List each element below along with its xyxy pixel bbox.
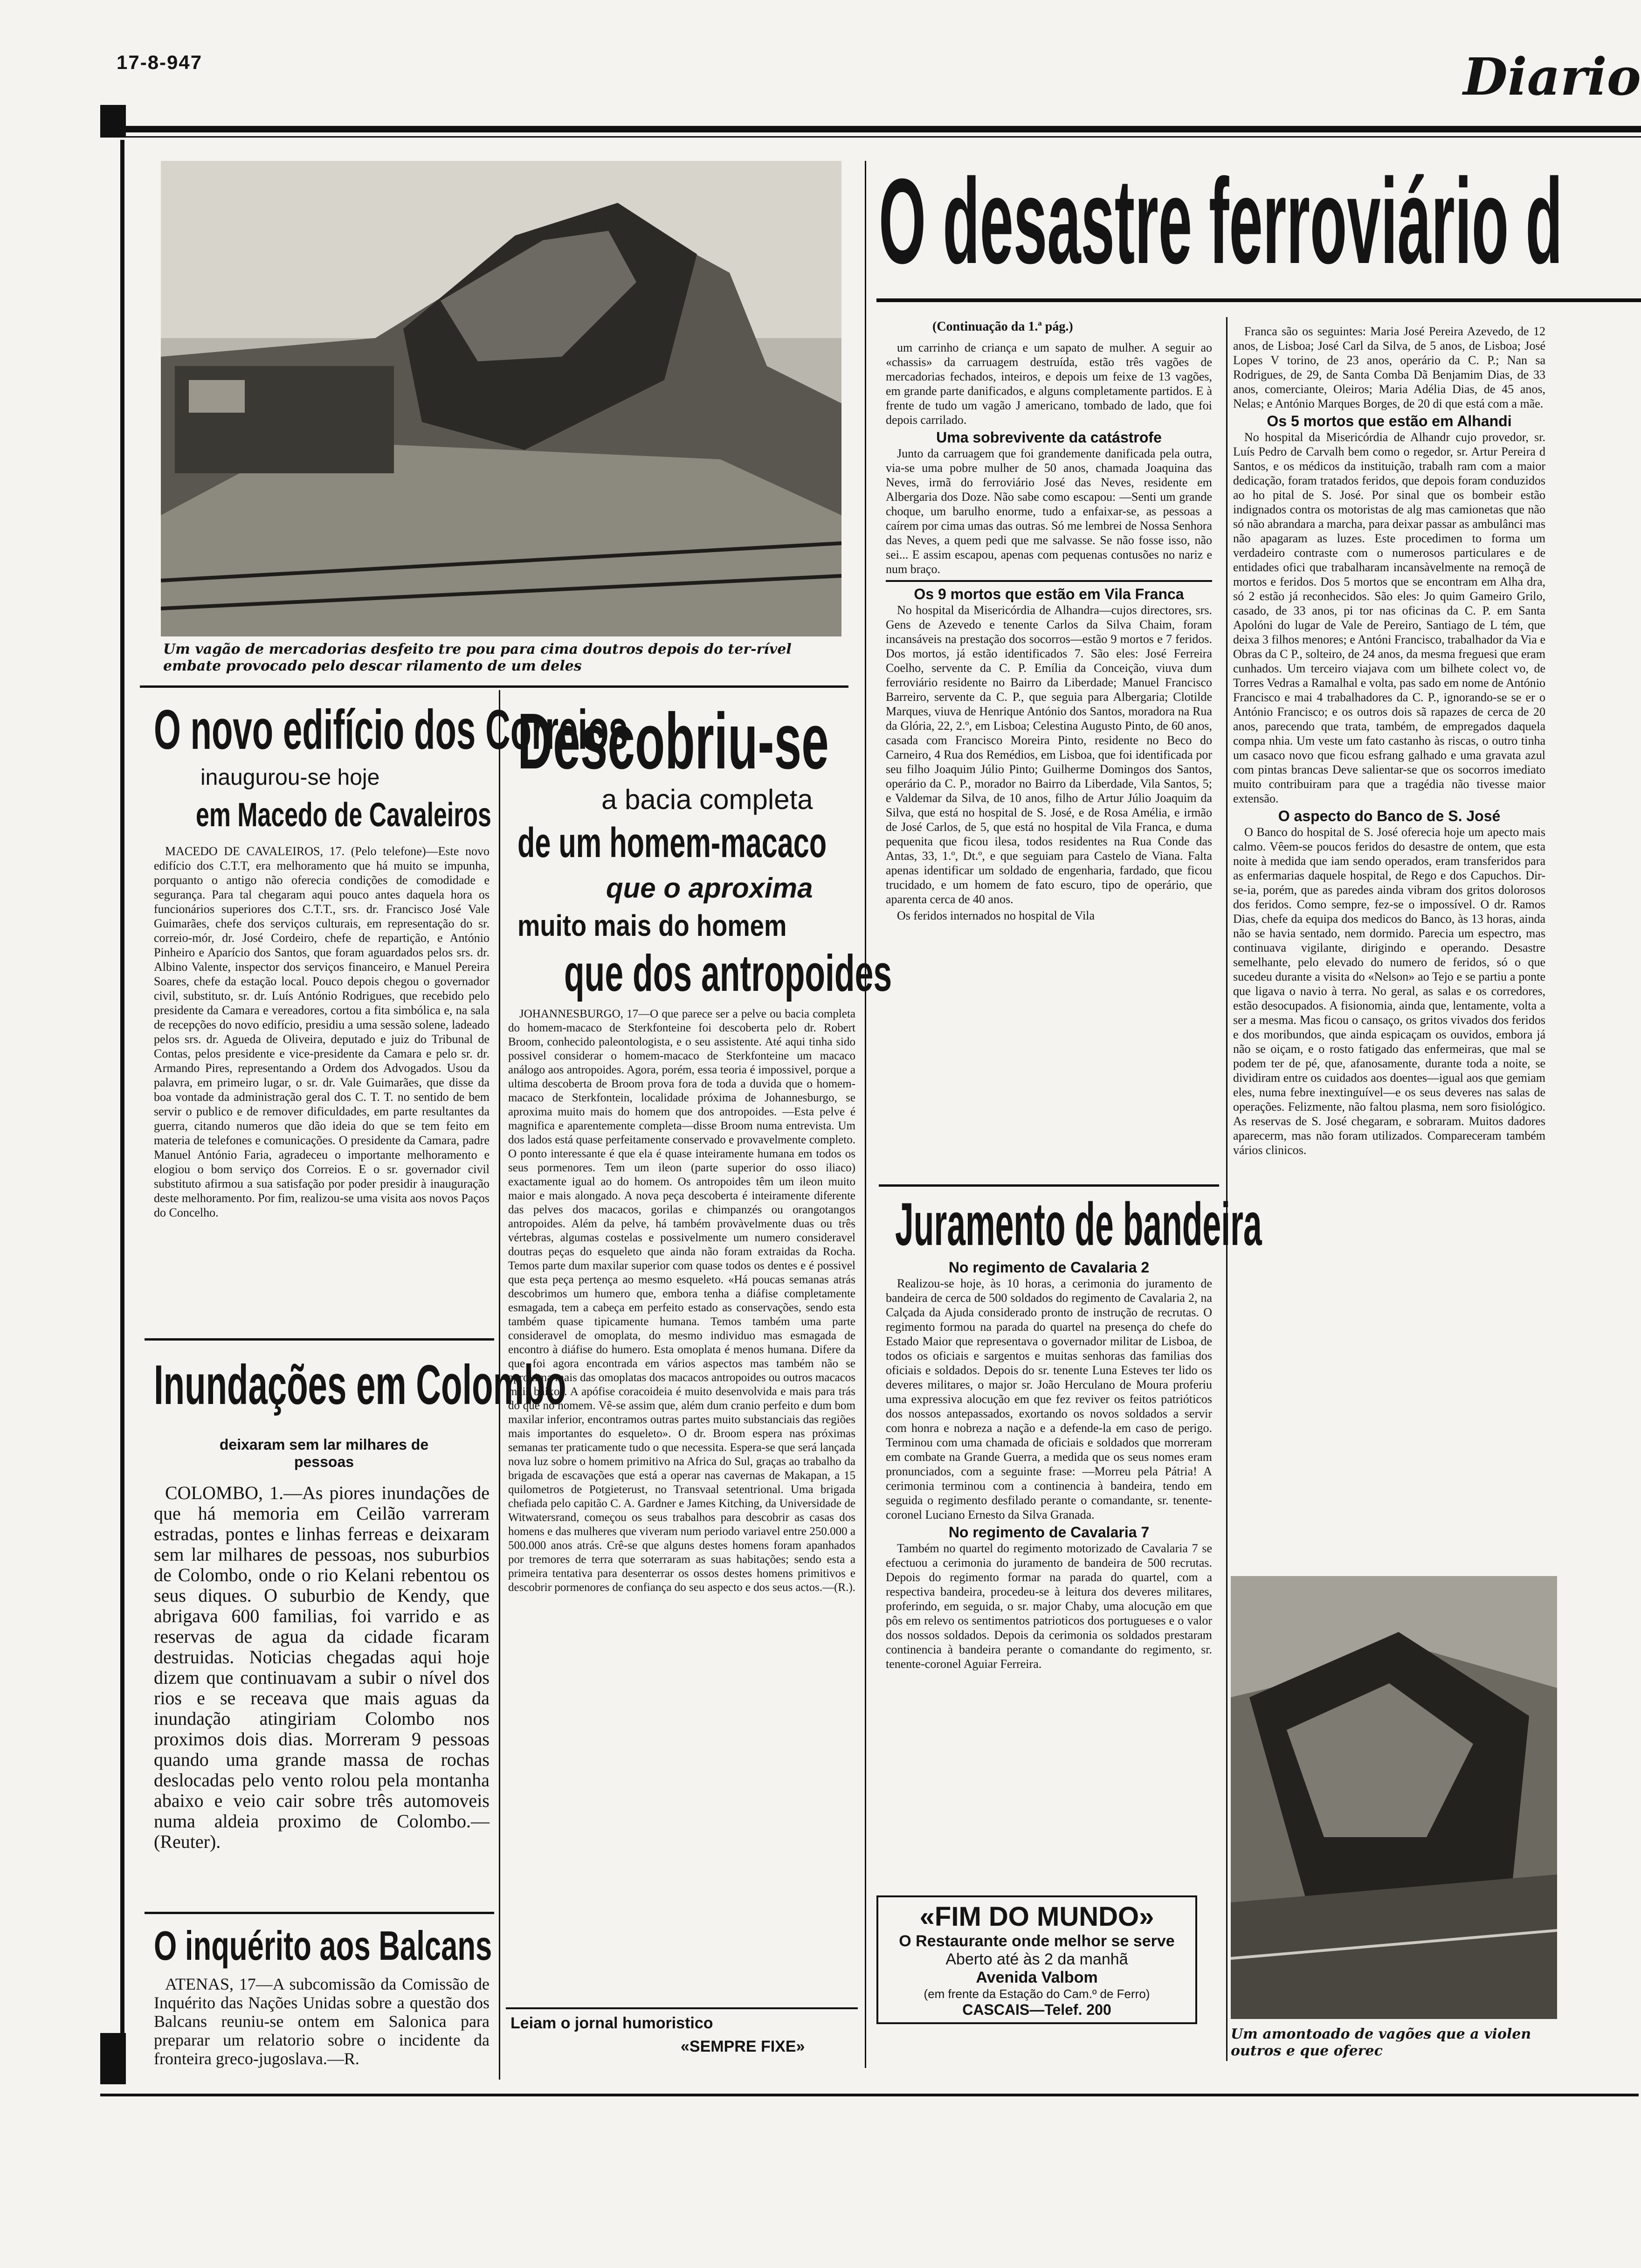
juramento-headline: Juramento de bandeira (895, 1190, 1262, 1258)
masthead-rule (100, 126, 1641, 132)
column-rule (865, 161, 866, 2068)
railway-headline: O desastre ferroviário d (879, 154, 1563, 289)
section-rule (879, 1184, 1219, 1187)
correios-paragraph: MACEDO DE CAVALEIROS, 17. (Pelo telefone)—Este novo edifício dos C.T.T, era melhoramento que há muito se impunha, porquanto o antigo não oferecia condições de comodidade e segurança. Para tal chegaram aqui pouco antes daquela hora os funcionários superiores dos C.T.T., srs. dr. Francisco José Vale Guimarães, chefe dos serviços culturais, em representação do sr. correio-mór, dr. José Cordeiro, chefe de repartição, e António Pinheiro e Aparício dos Santos, que foram aguardados pelos srs. dr. Albino Valente, inspector dos serviços financeiro, e Manuel Pereira Soares, chefe da estação local. Pouco depois chegou o governador civil, substituto, sr. dr. Luís António Rodrigues, que recebido pelo presidente da Camara e vereadores, cortou a fita simbólica e, na sala de recepções do novo edifício, presidiu a uma sessão solene, ladeado pelos srs. dr. Agueda de Oliveira, deputado e juiz do Tribunal de Contas, pelos presidente e vice-presidente da Camara e pelo sr. dr. Armando Pires, representando a Ordem dos Advogados. Usou da palavra, em primeiro lugar, o sr. dr. Vale Guimarães, que disse da boa vontade da administração geral dos C. T. T. no sentido de bem servir o publico e de remover dificuldades, em parte resultantes da guerra, citando numeros que dão ideia do que se tem feito em materia de telefones e comunicações. O presidente da Camara, padre Manuel António Faria, agradeceu o importante melhoramento e elogiou o bom serviço dos Correios. E o sr. governador civil substituto afirmou a sua satisfação por poder presidir à inauguração deste melhoramento. Por fim, realizou-se uma visita aos novos Paços do Concelho. (154, 844, 490, 1219)
railway-col2 (1233, 324, 1545, 1159)
left-margin-bar (120, 140, 124, 2061)
advert-line4: (em frente da Estação do Cam.º de Ferro) (924, 1987, 1150, 2001)
colombo-sub: deixaram sem lar milhares de pessoas (219, 1436, 429, 1470)
subhead-banco: O aspecto do Banco de S. José (1278, 808, 1501, 824)
advert-line1: O Restaurante onde melhor se serve (899, 1932, 1175, 1950)
subhead-alhandra: Os 5 mortos que estão em Alhandi (1267, 413, 1512, 429)
correios-sub1: inaugurou-se hoje (200, 765, 380, 790)
banco-text: O Banco do hospital de S. José oferecia hoje um apecto mais calmo. Vêem-se poucos feridos do desastre de ontem, que esta noite à medida que iam sendo operados, eram transferidos para as enfermarias daquele hospital, de Rego e dos Capuchos. Dir-se-ia, porém, que as paredes ainda vibram dos gritos dolorosos dos feridos. Como sempre, fez-se o impossível. O dr. Ramos Dias, chefe da equipa dos medicos do Banco, às 13 horas, ainda não se havia sentado, nem dormido. Parecia um espectro, mas continuava vigilante, dirigindo e operando. Desastre semelhante, pelo elevado do numero de feridos, só o que sucedeu durante a visita do «Nelson» ao Tejo e se partiu a ponte que ligava o navio à terra. No geral, as salas e os corredores, estão desocupados. A fisionomia, ainda que, lentamente, volta a ser a mesma. Mas ficou o cansaço, os gritos vivados dos feridos e dos moribundos, que ainda espicaçam os ouvidos, embora já não se oiçam, e o rosto fatigado das enfermeiras, que mal se podem ter de pé, que, afanosamente, durante toda a noite, se dividiram entre os cuidados aos doentes—igual aos que gemiam eles, numa febre inextinguível—e os seus deveres nas salas de operações. Felizmente, não faltou plasma, nem soro fisiológico. As reservas de S. José chegaram, e sobraram. Muitos dadores aparecerm, mas não foram utilizados. Compareceram também vários clinicos. (1233, 825, 1545, 1157)
sempre-fixe-line2: «SEMPRE FIXE» (681, 2038, 805, 2055)
cavalaria-7-text: Também no quartel do regimento motorizado de Cavalaria 7 se efectuou a cerimonia do juramento de bandeira de 500 recrutas. Depois do regimento formar na parada do quartel, com a respectiva bandeira, procedeu-se à leitura dos deveres militares, proferindo, em seguida, o sr. major Chaby, uma alocução em que pôs em relevo os sentimentos patrioticos dos portugueses e o valor dos nossos soldados. Depois da cerimonia os soldados prestaram continencia à bandeira perante o comandante do regimento, sr. tenente-coronel Aguiar Ferreira. (886, 1542, 1212, 1671)
wagon-pile-photo (1231, 1576, 1557, 2019)
colombo-headline: Inundações em Colombo (154, 1354, 566, 1416)
macaco-line5: que dos antropoides (564, 945, 892, 1002)
hospital-line: Os feridos internados no hospital de Vila (897, 909, 1095, 922)
headline-rule (876, 298, 1641, 302)
railway-intro: um carrinho de criança e um sapato de mulher. A seguir ao «chassis» da carruagem destruída, estão três vagões de mercadorias fechados, inteiros, e depois um feixe de 13 vagões, em grande parte danificados, e alguns completamente partidos. E à frente de tudo um vagão J americano, tombado de lado, que foi depois carrilado. (886, 341, 1212, 427)
macaco-text (508, 1007, 855, 1597)
colombo-paragraph: COLOMBO, 1.—As piores inundações de que há memoria em Ceilão varreram estradas, pontes e linhas ferreas e deixaram sem lar milhares de pessoas, nos suburbios de Colombo, onde o rio Kelani rebentou os seus diques. O suburbio de Kendy, que abrigava 600 familias, foi varrido e as reservas de agua da cidade ficaram destruidas. Noticias chegadas aqui hoje dizem que continuavam a subir o nível dos rios e se receava que mais aguas da inundação atingiriam Colombo nos proximos dois dias. Morreram 9 pessoas quando uma grande massa de rochas deslocadas pelo vento rolou pela montanha abaixo e veio cair sobre três automoveis numa aldeia proximo de Colombo.—(Reuter). (154, 1482, 490, 1852)
sempre-fixe-line1: Leiam o jornal humoristico (510, 2014, 713, 2032)
train-wreck-photo (161, 161, 841, 636)
vila-franca-text: No hospital da Misericórdia de Alhandra—cujos directores, srs. Gens de Azevedo e tenente Carlos da Silva Chaim, foram incansáveis na prestação dos socorros—estão 9 mortos e 7 feridos. Dos mortos, já estão identificados 7. São eles: José Ferreira Coelho, servente da C. P. Emília da Conceição, viuva dum ferroviário residente no Bairro da Liberdade; Manuel Francisco Barreiro, servente da C. P., que seguia para Albergaria; Clotilde Marques, viuva de Henrique António dos Santos, moradora na Rua da Glória, 22, 2.º, em Lisboa; Celestina Augusto Pinto, de 60 anos, casada com Francisco Moreira Pinto, residente no Beco do Carneiro, 4 Rua dos Remédios, em Lisboa, que foi identificada por seu filho Joaquim Júlio Pinto; Guilherme Domingos dos Santos, operário da C. P., morador no Bairro da Liberdade, Vila Santos, 5; e Valdemar da Silva, de 10 anos, filho de Artur Júlio Joaquim da Silva, que está no hospital de S. José, e de Rosa Amélia, e irmão de José Carlos, de 5, que está no hospital de Vila Franca, e duma pequenita que ficou ilesa, todos residentes na Rua Conde das Antas, 33, 1.º, Dt.º, e que seguiam para Castelo de Viana. Falta apenas identificar um soldado de engenharia, fardado, que ficou trucidado, e um homem de fato escuro, tipo de operário, que aparenta cerca de 40 anos. (886, 603, 1212, 906)
section-rule (506, 2007, 858, 2009)
subhead-vila-franca: Os 9 mortos que estão em Vila Franca (914, 586, 1184, 602)
subhead-cavalaria-7: No regimento de Cavalaria 7 (948, 1524, 1150, 1541)
photo-caption-2: Um amontoado de vagões que a violen outros e que oferec (1231, 2026, 1531, 2059)
page-date: 17-8-947 (117, 51, 203, 73)
corner-mark-top (100, 105, 126, 138)
subhead-cavalaria-2: No regimento de Cavalaria 2 (948, 1259, 1150, 1276)
photo-caption-1: Um vagão de mercadorias desfeito tre pou para cima doutros depois do ter-rível embate provocado pelo descar rilamento de um deles (163, 641, 792, 674)
macaco-line4: muito mais do homem (517, 909, 787, 942)
advert-line3: Avenida Valbom (976, 1969, 1098, 1986)
corner-mark-bottom (100, 2033, 126, 2084)
alhandra-text: No hospital da Misericórdia de Alhandr cujo provedor, sr. Luís Pedro de Carvalh bem como o regedor, sr. Artur Pereira d Santos, e os médicos da instituição, trabalh ram com a maior dedicação, foram tratados feridos, que depois foram conduzidos ao ho pital de S. José. Por sinal que os bombeir estão indignados contra os motoristas de alg mas camionetas que não só não abrandara a marcha, para deixar passar as ambulânci mas não apagaram as luzes. Este procedimen to forma um verdadeiro contraste com o numerosos particulares e de entidades ofici que trabalharam incansàvelmente na remoçã de mortos e feridos. Dos 5 mortos que se encontram em Alha dra, só 2 estão já reconhecidos. São eles: Jo quim Gameiro Grilo, casado, de 33 anos, pi tor nas oficinas da C. P. em Santa Apolóni do lugar de Vale de Pereiro, Santiago de L tém, que deixa 3 filhos menores; e Antóni Francisco, trabalhador da Via e Obras da C P., solteiro, de 24 anos, da mesma freguesi que eram cunhados. Um terceiro viajava com um bilhete colect vo, de Torres Vedras a Ramalhal e volta, pas sado em nome de António Francisco e mai 4 trabalhadores da C. P., ignorando-se se er o António Francisco; e os outros dois sã rapazes de cerca de 20 anos, parecendo que trata, também, de empregados daquela compa nhia. Um veste um fato castanho às riscas, o outro tinha um casaco novo que ficou esfrang galhado e uma gravata azul com pintas brancas Deve salientar-se que os socorros imediato muito contribuiram para que a tragédia não tivesse maior extensão. (1233, 430, 1545, 805)
balcans-headline: O inquérito aos Balcans (154, 1922, 492, 1969)
advert-title: «FIM DO MUNDO» (919, 1902, 1154, 1932)
section-rule (140, 685, 848, 688)
advert-line5: CASCAIS—Telef. 200 (962, 2001, 1111, 2018)
masthead: Diario (1463, 47, 1641, 107)
advert-line2: Aberto até às 2 da manhã (945, 1950, 1128, 1968)
colombo-text (154, 1483, 490, 1854)
macaco-line1: a bacia completa (601, 784, 813, 815)
macaco-headline: Descobriu-se (517, 697, 829, 786)
column-rule (1226, 317, 1227, 2061)
hospital-list: Franca são os seguintes: Maria José Pereira Azevedo, de 12 anos, de Lisboa; José Carl da Silva, de 5 anos, de Lisboa; José Lopes V torino, de 23 anos, operário da C. P.; Nan sa Rodrigues, de 29, de Santa Comba Dã Benjamim Dias, de 33 anos, comerciante, Oleiros; Maria Adélia Dias, de 45 anos, Nelas; e António Marques Borges, de 20 di que está com a mãe. (1233, 325, 1545, 410)
correios-headline: O novo edifício dos Correios (154, 698, 628, 761)
continued-note: (Continuação da 1.ª pág.) (932, 319, 1073, 334)
bottom-rule (100, 2094, 1639, 2096)
subhead-survivor: Uma sobrevivente da catástrofe (936, 429, 1162, 446)
macaco-paragraph: JOHANNESBURGO, 17—O que parece ser a pelve ou bacia completa do homem-macaco de Sterkfonteine foi descoberta pelo dr. Robert Broom, conhecido paleontologista, e o seu assistente. Até aqui tinha sido possivel considerar o homem-macaco de Sterkfonteine um macaco análogo aos antropoides. Agora, porém, essa teoria é impossivel, porque a ultima descoberta de Broom prova fora de toda a duvida que o homem-macaco de Sterkfontein, localidade próxima de Johannesburgo, se aproxima muito mais do homem que dos antropoides. —Esta pelve é magnifica e aparentemente completa—disse Broom numa entrevista. Um dos lados está quase perfeitamente conservado e provavelmente completo. O ponto interessante é que ela é quase inteiramente humana em todos os seus pormenores. Tem um ileon (parte superior do osso iliaco) exactamente igual ao do homem. Os antropoides têm um ileon muito maior e mais alongado. A nova peça descoberta é inteiramente diferente das pelves dos macacos, gorilas e chimpanzés ou orangotangos antropoides. Além da pelve, há também provàvelmente duas ou três vértebras, algumas costelas e possivelmente um numero consideravel doutras peças do esqueleto que ainda não foram extraidas da Rocha. Temos parte dum maxilar superior com quase todos os dentes e é possivel que esta peça pertença ao mesmo esqueleto. «Há poucas semanas atrás descobrimos um humero que, embora tenha a diáfise completamente esmagada, tem a cabeça em perfeito estado as conservações, sendo esta também quase tipicamente humana. Temos também uma parte consideravel de omoplata, do mesmo individuo mas esmagada de encontro à diáfise do humero. Esta omoplata é menos humana. Difere da que foi agora encontrada em vários aspectos mas também não se aproxima mais das omoplatas dos macacos antropoides ou outros macacos mais baixos. A apófise coracoideia é muito desenvolvida e mais para trás do que no homem. Vê-se assim que, além dum cranio perfeito e dum bom maxilar inferior, encontramos outras partes muito substanciais das regiões mais importantes do esqueleto». O dr. Broom espera nas próximas semanas ter praticamente tudo o que necessita. Espera-se que será lançada nova luz sobre o homem primitivo na Africa do Sul, graças ao trabalho da brigada de escavações que está a operar nas cavernas de Makapan, a 15 quilometros de Potgieterust, no Transvaal setentrional. Uma brigada chefiada pelo capitão C. A. Gardner e James Kitching, da Universidade de Witwatersrand, começou os seus trabalhos para descobrir as casas dos homens e das mulheres que viveram num periodo variavel entre 250.000 a 500.000 anos atrás. Crê-se que alguns destes homens foram apanhados por tremores de terra que soterraram as suas habitações; sendo esta a primeira tentativa para desenterrar os ossos destes homens primitivos e descobrir pormenores de confiança do seu aspecto e dos seus actos.—(R.). (508, 1008, 855, 1594)
macaco-line3: que o aproxima (606, 872, 813, 904)
balcans-paragraph: ATENAS, 17—A subcomissão da Comissão de Inquérito das Nações Unidas sobre a questão dos Balcans reuniu-se ontem em Salonica para preparar um relatorio sobre o incidente da fronteira greco-jugoslava.—R. (154, 1975, 490, 2068)
cavalaria-2-text: Realizou-se hoje, às 10 horas, a cerimonia do juramento de bandeira de cerca de 500 soldados do regimento de Cavalaria 2, na Calçada da Ajuda considerado pronto de instrução de recrutas. O regimento formou na parada do quartel na presença do chefe do Estado Maior que representava o governador militar de Lisboa, de todos os oficiais e sargentos e muitas senhoras das familias dos oficiais e soldados. Depois do sr. tenente Luna Esteves ter lido os deveres militares, o major sr. João Herculano de Moura proferiu uma expressiva alocução em que fez reviver os feitos patrióticos dos nossos antepassados, exortando os novos soldados a servir com honra e nobreza a nação e a defende-la em caso de perigo. Terminou com uma chamada de oficiais e soldados que morreram em combate na Grande Guerra, a medida que os seus nomes eram pronunciados, com a seguinte frase: —Morreu pela Pátria! A cerimonia terminou com a continencia à bandeira, tendo em seguida o regimento desfilado perante o comandante, sr. tenente-coronel Luciano Ernesto da Silva Granada. (886, 1277, 1212, 1521)
survivor-text: Junto da carruagem que foi grandemente danificada pela outra, via-se uma pobre mulher de 50 anos, chamada Joaquina das Neves, irmã do ferroviário José das Neves, residente em Albergaria dos Doze. Não sabe como escapou: —Senti um grande choque, um barulho enorme, tudo a enfaixar-se, as pessoas a caírem por cima umas das outras. Só me lembrei de Nossa Senhora das Neves, a quem pedi que me salvasse. Se não fosse isso, não sei... E assim escapou, apenas com pequenas contusões no nariz e num braço. (886, 447, 1212, 576)
balcans-text (154, 1975, 490, 2070)
railway-col1 (886, 340, 1212, 925)
fim-do-mundo-advert (876, 1895, 1197, 2024)
masthead-rule-thin (100, 136, 1641, 138)
section-rule (145, 1338, 494, 1341)
section-rule (145, 1912, 494, 1914)
juramento-col (886, 1259, 1212, 1673)
correios-sub2: em Macedo de Cavaleiros (196, 796, 491, 834)
macaco-line2: de um homem-macaco (517, 820, 827, 866)
correios-text (154, 844, 490, 1222)
sub-rule (886, 580, 1212, 582)
